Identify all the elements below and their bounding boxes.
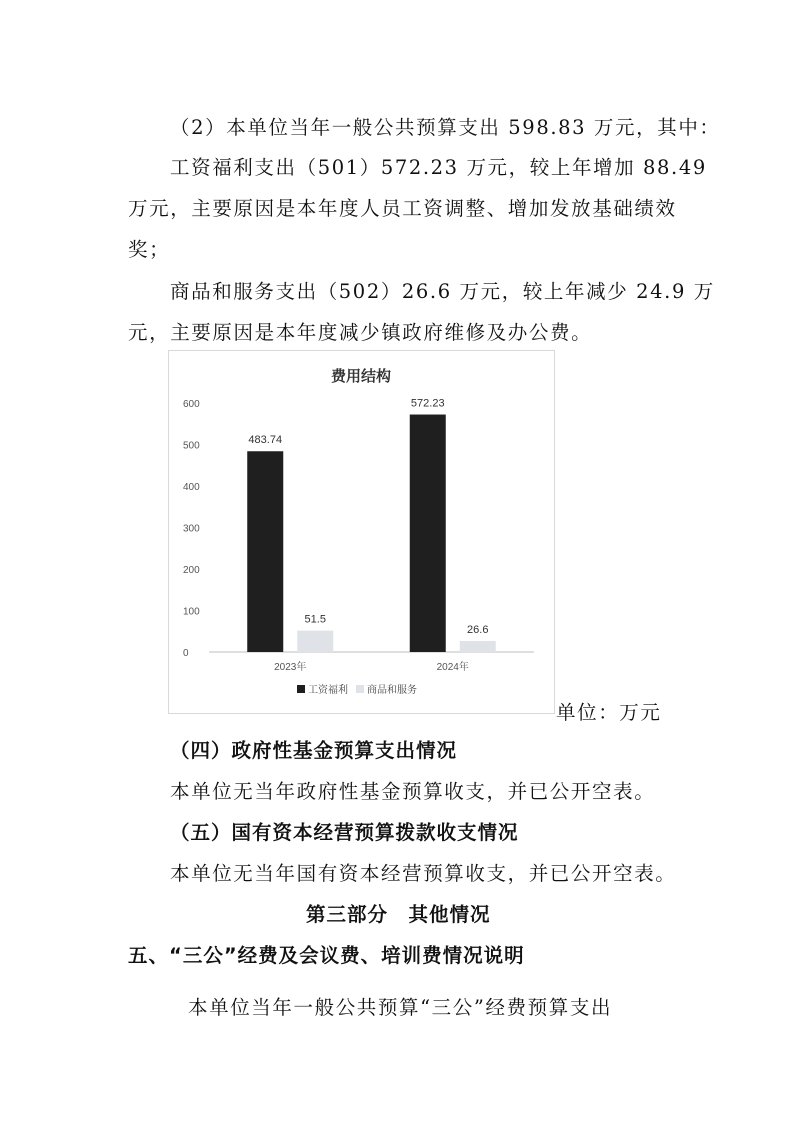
y-tick-label: 400 bbox=[183, 482, 200, 493]
paragraph-line: （2）本单位当年一般公共预算支出 598.83 万元，其中： bbox=[170, 116, 721, 139]
x-tick-label: 2023年 bbox=[274, 662, 307, 673]
section-body-three-public: 本单位当年一般公共预算“三公”经费预算支出 bbox=[188, 996, 613, 1019]
legend-swatch bbox=[297, 685, 305, 693]
paragraph-line: 工资福利支出（501）572.23 万元，较上年增加 88.49 bbox=[170, 156, 707, 179]
unit-note: 单位：万元 bbox=[556, 701, 662, 724]
legend-label: 商品和服务 bbox=[367, 685, 417, 696]
section-title-three-public: 五、“三公”经费及会议费、培训费情况说明 bbox=[128, 944, 525, 967]
part-three-title: 第三部分 其他情况 bbox=[306, 903, 491, 926]
data-label: 26.6 bbox=[467, 623, 489, 636]
section-title-five: （五）国有资本经营预算拨款收支情况 bbox=[170, 821, 519, 844]
y-tick-label: 100 bbox=[183, 606, 200, 618]
paragraph-line: 商品和服务支出（502）26.6 万元，较上年减少 24.9 万 bbox=[170, 280, 715, 303]
expense-structure-chart bbox=[168, 350, 555, 714]
paragraph-line: 奖； bbox=[128, 238, 171, 261]
section-title-four: （四）政府性基金预算支出情况 bbox=[170, 739, 458, 762]
legend-swatch bbox=[356, 685, 364, 693]
bar bbox=[410, 415, 446, 652]
chart-title: 费用结构 bbox=[330, 368, 392, 385]
paragraph-line: 万元，主要原因是本年度人员工资调整、增加发放基础绩效 bbox=[128, 197, 677, 220]
bar bbox=[297, 631, 333, 652]
legend-label: 工资福利 bbox=[308, 685, 348, 696]
bar bbox=[247, 451, 283, 652]
data-label: 51.5 bbox=[304, 613, 326, 626]
y-tick-label: 200 bbox=[183, 565, 200, 576]
y-tick-label: 300 bbox=[183, 523, 200, 535]
y-tick-label: 500 bbox=[183, 440, 200, 452]
section-body-four: 本单位无当年政府性基金预算收支，并已公开空表。 bbox=[170, 780, 656, 803]
data-label: 572.23 bbox=[410, 397, 445, 410]
x-tick-label: 2024年 bbox=[436, 662, 469, 673]
y-tick-label: 600 bbox=[183, 399, 200, 410]
data-label: 483.74 bbox=[248, 434, 283, 447]
bar bbox=[460, 641, 496, 652]
y-tick-label: 0 bbox=[183, 648, 189, 659]
section-body-five: 本单位无当年国有资本经营预算收支，并已公开空表。 bbox=[170, 862, 677, 885]
paragraph-line: 元，主要原因是本年度减少镇政府维修及办公费。 bbox=[128, 321, 593, 344]
